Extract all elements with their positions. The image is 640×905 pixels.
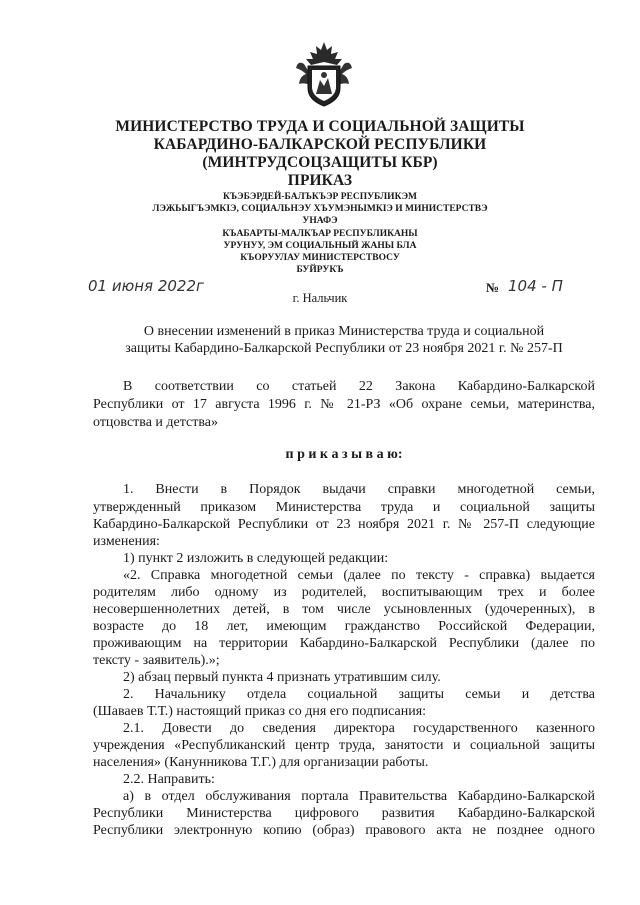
kabardian-line-3: УНАФЭ [302, 216, 338, 226]
balkar-line-2: УРУНУУ, ЭМ СОЦИАЛЬНЫЙ ЖАНЫ БЛА [223, 241, 417, 251]
order-title: ПРИКАЗ [287, 172, 353, 189]
body-line: 2. Начальнику отдела социальной защиты семьи и детства [123, 687, 595, 702]
kabardian-line-1: КЪЭБЭРДЕЙ-БАЛЪКЪЭР РЕСПУБЛИКЭМ [223, 192, 417, 202]
order-date: 01 июня 2022г [88, 277, 204, 295]
body-line: 2.1. Довести до сведения директора государственного казенного [123, 721, 595, 736]
body-line: а) в отдел обслуживания портала Правительства Кабардино-Балкарской [123, 789, 595, 804]
body-line: несовершеннолетних детей, в том числе усыновленных (удочеренных), в [93, 602, 595, 617]
body-line: 1. Внести в Порядок выдачи справки многодетной семьи, [123, 482, 595, 497]
body-line: изменения: [93, 534, 160, 549]
body-line: Кабардино-Балкарской Республики от 23 ноября 2021 г. № 257-П следующие [93, 517, 595, 532]
body-line: 1) пункт 2 изложить в следующей редакции: [123, 551, 389, 566]
preamble-line-3: отцовства и детства» [93, 415, 219, 430]
kabardian-line-2: ЛЭЖЬЫГЪЭМКIЭ, СОЦИАЛЬНЭУ ХЪУМЭНЫМКIЭ И МИНИСТЕРСТВЭ [152, 204, 488, 214]
preamble-line-2: Республики от 17 августа 1996 г. № 21-РЗ «Об охране семьи, материнства, [93, 397, 595, 412]
body-line: Республики Министерства цифрового развития Кабардино-Балкарской [93, 806, 595, 821]
body-line: населения» (Канунникова Т.Г.) для организации работы. [93, 755, 429, 770]
order-word: п р и к а з ы в а ю: [285, 447, 403, 462]
ministry-name-line-1: МИНИСТЕРСТВО ТРУДА И СОЦИАЛЬНОЙ ЗАЩИТЫ [115, 118, 525, 135]
coat-of-arms-icon [294, 40, 354, 108]
body-line: утвержденный приказом Министерства труда и социальной защиты [93, 500, 595, 515]
balkar-line-3: КЪОРУУЛАУ МИНИСТЕРСТВОСУ [240, 253, 400, 263]
ministry-abbreviation: (МИНТРУДСОЦЗАЩИТЫ КБР) [202, 154, 438, 171]
body-line: Республики электронную копию (образ) правового акта не позднее одного [93, 823, 595, 838]
ministry-name-line-2: КАБАРДИНО-БАЛКАРСКОЙ РЕСПУБЛИКИ [153, 136, 487, 153]
city: г. Нальчик [292, 291, 348, 305]
order-number: 104 - П [508, 277, 563, 295]
body-line: тексту - заявитель).»; [93, 653, 220, 668]
subject-line-1: О внесении изменений в приказ Министерства труда и социальной [143, 324, 545, 339]
number-label: № [486, 280, 500, 295]
body-line: учреждения «Республиканский центр труда, занятости и социальной защиты [93, 738, 595, 753]
preamble-line-1: В соответствии со статьей 22 Закона Кабардино-Балкарской [123, 379, 595, 394]
body-line: «2. Справка многодетной семьи (далее по тексту - справка) выдается [123, 568, 595, 583]
body-line: 2.2. Направить: [123, 772, 215, 787]
balkar-line-4: БУЙРУКЪ [296, 265, 344, 275]
body-line: возрасте до 18 лет, имеющим гражданство Российской Федерации, [93, 619, 595, 634]
balkar-line-1: КЪАБАРТЫ-МАЛКЪАР РЕСПУБЛИКАНЫ [222, 229, 418, 239]
body-line: родителям либо одному из родителей, воспитывающим трех и более [93, 585, 595, 600]
body-line: проживающим на территории Кабардино-Балкарской Республики (далее по [93, 636, 595, 651]
subject-line-2: защиты Кабардино-Балкарской Республики от 23 ноября 2021 г. № 257-П [125, 341, 563, 356]
body-line: (Шаваев Т.Т.) настоящий приказ со дня его подписания: [93, 704, 427, 719]
body-line: 2) абзац первый пункта 4 признать утратившим силу. [123, 670, 441, 685]
